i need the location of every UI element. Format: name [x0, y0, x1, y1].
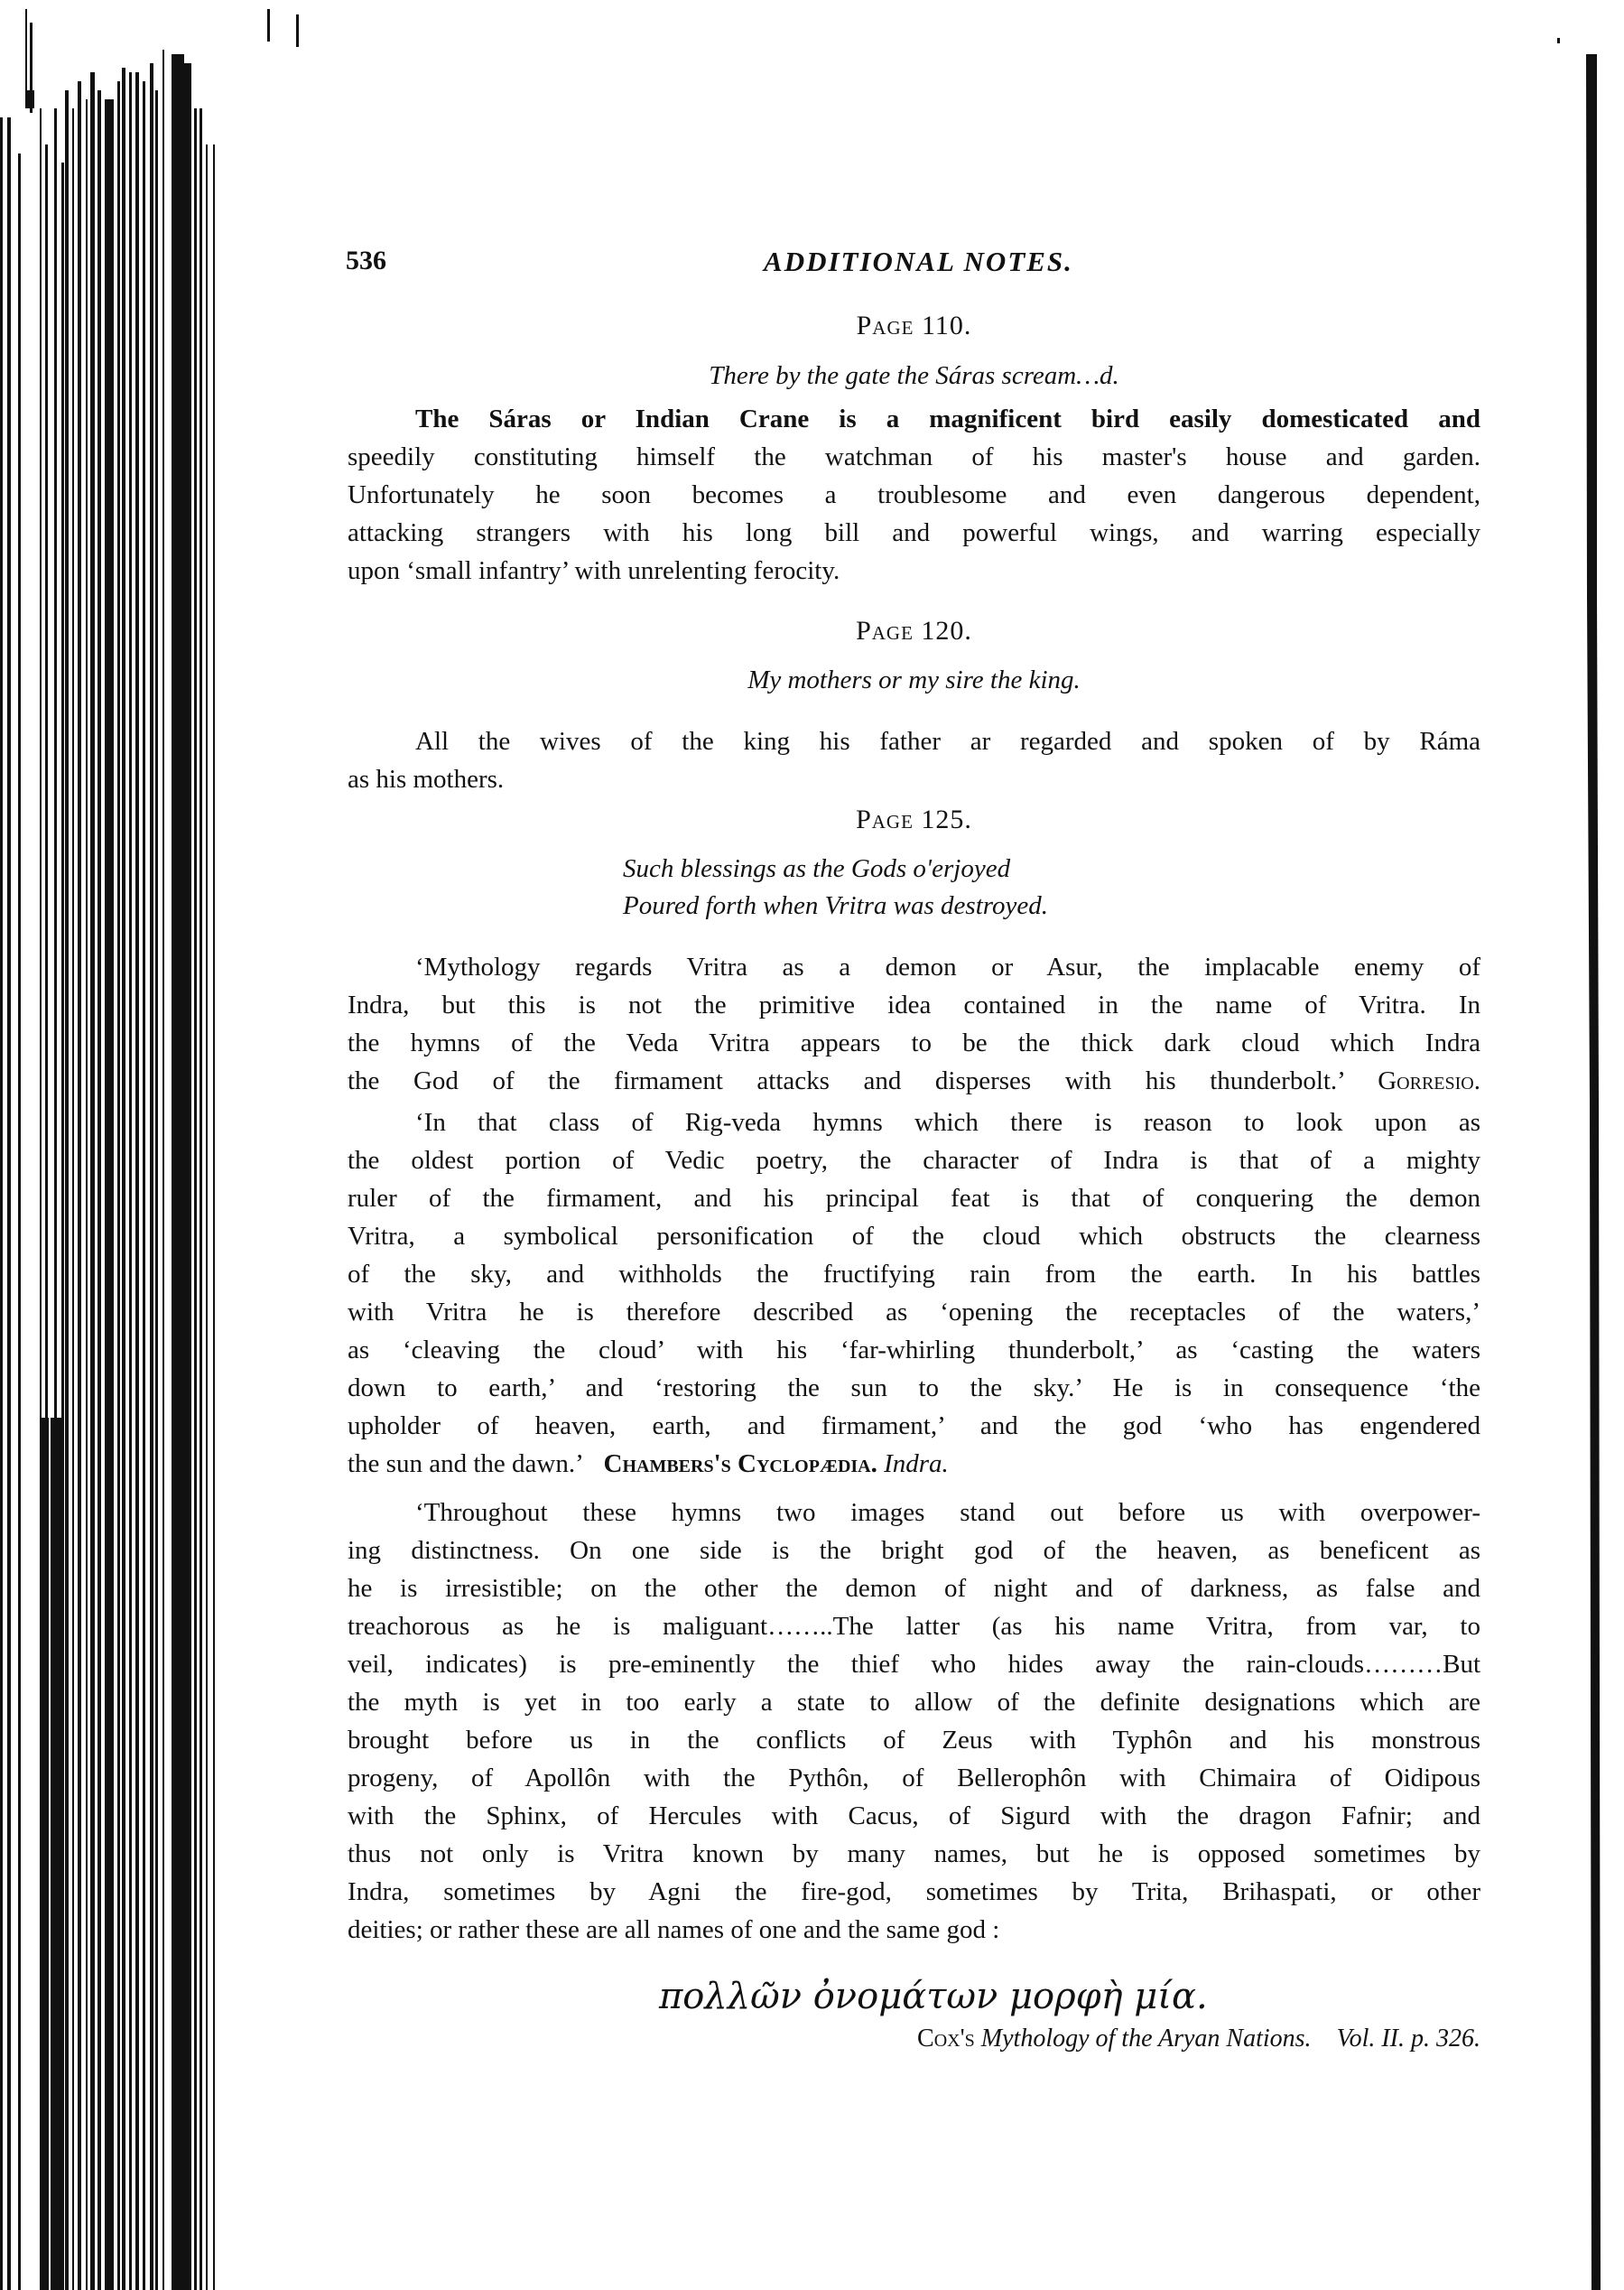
- verse-line: My mothers or my sire the king.: [747, 666, 1081, 694]
- scan-edge-right: [1584, 54, 1601, 2290]
- text-line: attacking strangers with his long bill and powerful wings, and warring especially: [348, 518, 1480, 547]
- text-line: brought before us in the conflicts of Zeus with Typhôn and his monstrous: [348, 1726, 1480, 1755]
- section-heading-word: Page: [856, 616, 914, 646]
- section-heading-number: 125.: [921, 805, 972, 834]
- citation-topic: Indra.: [884, 1449, 949, 1478]
- text-line: speedily constituting himself the watchman of his master's house and garden.: [348, 442, 1480, 471]
- section-heading-word: Page: [856, 311, 914, 340]
- text-line: thus not only is Vritra known by many names, but he is opposed sometimes by: [348, 1839, 1480, 1868]
- text-line: of the sky, and withholds the fructifying rain from the earth. In his battles: [348, 1260, 1480, 1289]
- text-line: as ‘cleaving the cloud’ with his ‘far-whirling thunderbolt,’ as ‘casting the waters: [348, 1336, 1480, 1364]
- text-line: with the Sphinx, of Hercules with Cacus, of Sigurd with the dragon Fafnir; and: [348, 1801, 1480, 1830]
- scan-top-marks: [267, 9, 303, 45]
- verse-line: There by the gate the Sáras scream…d.: [709, 361, 1119, 390]
- attribution-author: Cox's: [917, 2025, 975, 2053]
- running-head: [348, 246, 1480, 282]
- attribution-work: Mythology of the Aryan Nations.: [980, 2025, 1312, 2053]
- text-line: as his mothers.: [348, 765, 505, 794]
- scan-edge-left: [0, 0, 226, 2290]
- section-heading-page-125: [348, 805, 1480, 835]
- text-line: progeny, of Apollôn with the Pythôn, of Bellerophôn with Chimaira of Oidipous: [348, 1764, 1480, 1792]
- text-line: deities; or rather these are all names of one and the same god :: [348, 1915, 1000, 1944]
- text-line: treachorous as he is maliguant……..The latter (as his name Vritra, from var, to: [348, 1612, 1480, 1641]
- text-line: ing distinctness. On one side is the bright god of the heaven, as beneficent as: [348, 1536, 1480, 1565]
- paragraph-gorresio-quote: [348, 948, 1480, 1100]
- text-line: upon ‘small infantry’ with unrelenting ferocity.: [348, 556, 840, 585]
- section-heading-number: 120.: [921, 616, 972, 646]
- text-line: upholder of heaven, earth, and firmament,’ and the god ‘who has engendered: [348, 1411, 1480, 1440]
- text-line: [348, 1062, 1480, 1100]
- text-segment: the God of the firmament attacks and disperses with his thunderbolt.’: [348, 1066, 1344, 1095]
- paragraph-saras: [348, 400, 1480, 590]
- text-line: ‘Mythology regards Vritra as a demon or Asur, the implacable enemy of: [415, 953, 1480, 982]
- text-line: he is irresistible; on the other the demon of night and of darkness, as false and: [348, 1574, 1480, 1603]
- section-heading-word: Page: [856, 805, 914, 834]
- text-line: ruler of the firmament, and his principal feat is that of conquering the demon: [348, 1184, 1480, 1213]
- text-line: down to earth,’ and ‘restoring the sun to the sky.’ He is in consequence ‘the: [348, 1373, 1480, 1402]
- text-line: the oldest portion of Vedic poetry, the character of Indra is that of a mighty: [348, 1146, 1480, 1175]
- citation: Chambers's Cyclopædia.: [603, 1449, 877, 1478]
- text-line: Unfortunately he soon becomes a troublesome and even dangerous dependent,: [348, 480, 1480, 509]
- text-line: All the wives of the king his father ar regarded and spoken of by Ráma: [415, 727, 1480, 756]
- text-line: Indra, sometimes by Agni the fire-god, sometimes by Trita, Brihaspati, or other: [348, 1877, 1480, 1906]
- text-line: The Sáras or Indian Crane is a magnificent bird easily domesticated and: [415, 405, 1480, 433]
- attribution: [348, 2025, 1480, 2053]
- page-number: 536: [346, 246, 386, 275]
- text-line: Vritra, a symbolical personification of the cloud which obstructs the clearness: [348, 1222, 1480, 1251]
- section-heading-page-110: [348, 311, 1480, 341]
- paragraph-chambers-quote: [348, 1103, 1480, 1483]
- text-line: the myth is yet in too early a state to allow of the definite designations which are: [348, 1688, 1480, 1717]
- citation: Gorresio.: [1378, 1066, 1480, 1095]
- text-line: [348, 1445, 1480, 1483]
- paragraph-cox-quote: [348, 1494, 1480, 1949]
- section-heading-page-120: [348, 616, 1480, 647]
- text-line: ‘In that class of Rig-veda hymns which there is reason to look upon as: [415, 1108, 1480, 1137]
- text-line: Indra, but this is not the primitive idea contained in the name of Vritra. In: [348, 991, 1480, 1019]
- text-segment: the sun and the dawn.’: [348, 1449, 584, 1478]
- verse-couplet: [623, 851, 1048, 925]
- scan-speck: [1557, 38, 1560, 43]
- paragraph-mothers: [348, 722, 1480, 798]
- text-line: with Vritra he is therefore described as ‘opening the receptacles of the waters,’: [348, 1298, 1480, 1327]
- running-title: ADDITIONAL NOTES.: [764, 246, 1073, 277]
- verse-line: Poured forth when Vritra was destroyed.: [623, 891, 1048, 920]
- text-line: veil, indicates) is pre-eminently the thief who hides away the rain-clouds………But: [348, 1650, 1480, 1679]
- section-heading-number: 110.: [921, 311, 972, 340]
- text-line: the hymns of the Veda Vritra appears to be the thick dark cloud which Indra: [348, 1029, 1480, 1057]
- verse-line: Such blessings as the Gods o'erjoyed: [623, 854, 1011, 883]
- attribution-locator: Vol. II. p. 326.: [1336, 2025, 1480, 2053]
- text-line: ‘Throughout these hymns two images stand out before us with overpower-: [415, 1498, 1480, 1527]
- greek-quotation: πολλῶν ὀνομάτων μορφὴ μία.: [659, 1976, 1208, 2017]
